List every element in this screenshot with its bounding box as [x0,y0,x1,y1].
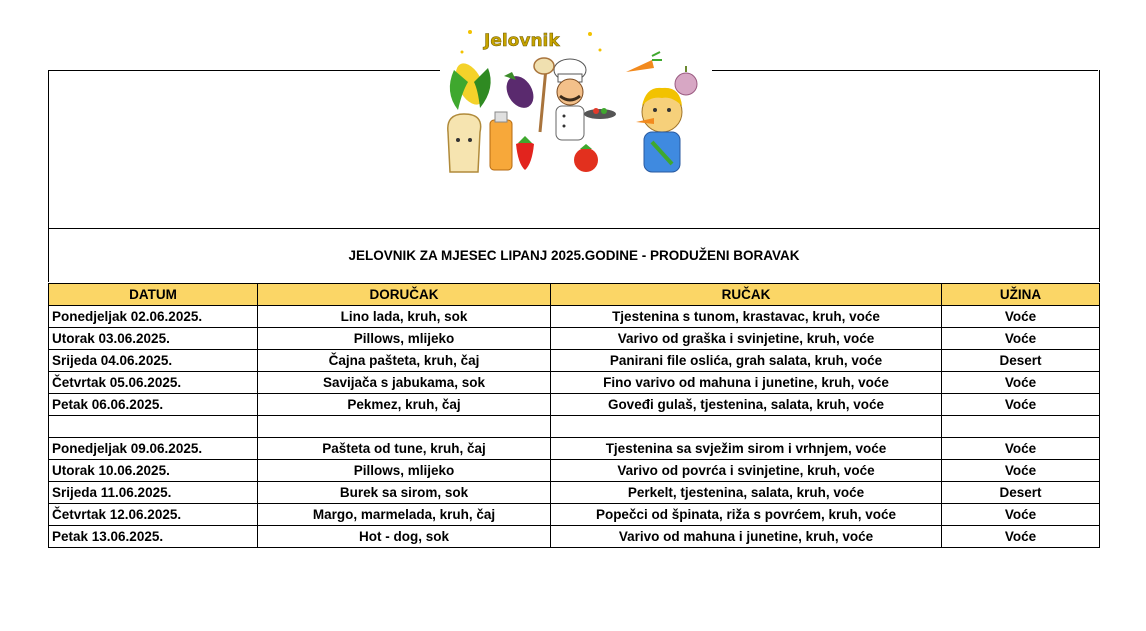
table-cell-datum: Srijeda 11.06.2025. [49,482,258,504]
column-header-datum: DATUM [49,284,258,306]
table-cell-dorucak: Pillows, mlijeko [258,328,551,350]
table-cell-dorucak: Margo, marmelada, kruh, čaj [258,504,551,526]
menu-table [48,283,1100,548]
table-row [49,416,1100,438]
table-cell-rucak: Panirani file oslića, grah salata, kruh, voće [551,350,942,372]
table-cell-rucak: Perkelt, tjestenina, salata, kruh, voće [551,482,942,504]
logo-title: Jelovnik [484,31,560,51]
table-cell-dorucak: Pillows, mlijeko [258,460,551,482]
table-cell-rucak: Varivo od povrća i svinjetine, kruh, voće [551,460,942,482]
table-row [49,350,1100,372]
column-header-dorucak: DORUČAK [258,284,551,306]
table-cell-dorucak [258,416,551,438]
table-cell-uzina: Voće [942,438,1100,460]
table-cell-rucak: Goveđi gulaš, tjestenina, salata, kruh, voće [551,394,942,416]
tomato-icon [574,144,598,172]
column-header-uzina: UŽINA [942,284,1100,306]
table-cell-uzina: Voće [942,526,1100,548]
bread-icon [448,114,481,172]
table-cell-rucak: Tjestenina s tunom, krastavac, kruh, voće [551,306,942,328]
table-cell-uzina: Voće [942,328,1100,350]
table-cell-datum: Ponedjeljak 09.06.2025. [49,438,258,460]
table-cell-rucak: Popečci od špinata, riža s povrćem, kruh, voće [551,504,942,526]
table-cell-datum [49,416,258,438]
table-cell-uzina: Voće [942,460,1100,482]
table-cell-dorucak: Pekmez, kruh, čaj [258,394,551,416]
table-header-row [49,284,1100,306]
table-cell-uzina: Voće [942,394,1100,416]
table-cell-rucak: Tjestenina sa svježim sirom i vrhnjem, voće [551,438,942,460]
table-cell-datum: Četvrtak 12.06.2025. [49,504,258,526]
table-row [49,328,1100,350]
table-row [49,438,1100,460]
table-row [49,394,1100,416]
chef-icon [534,58,616,140]
carrot-icon [626,52,662,72]
table-cell-uzina: Voće [942,504,1100,526]
boy-icon [636,88,682,172]
table-cell-datum: Petak 06.06.2025. [49,394,258,416]
table-cell-rucak [551,416,942,438]
table-cell-rucak: Varivo od graška i svinjetine, kruh, voće [551,328,942,350]
table-cell-datum: Srijeda 04.06.2025. [49,350,258,372]
table-row [49,526,1100,548]
table-cell-datum: Četvrtak 05.06.2025. [49,372,258,394]
table-row [49,504,1100,526]
onion-icon [675,66,697,95]
table-cell-rucak: Varivo od mahuna i junetine, kruh, voće [551,526,942,548]
strawberry-icon [516,136,534,170]
table-row [49,482,1100,504]
table-cell-datum: Ponedjeljak 02.06.2025. [49,306,258,328]
corn-icon [450,59,491,110]
menu-table-body [49,306,1100,548]
table-cell-datum: Petak 13.06.2025. [49,526,258,548]
table-cell-dorucak: Lino lada, kruh, sok [258,306,551,328]
table-cell-uzina: Desert [942,350,1100,372]
table-cell-uzina: Voće [942,372,1100,394]
table-cell-datum: Utorak 03.06.2025. [49,328,258,350]
juice-bottle-icon [490,112,512,170]
table-cell-uzina [942,416,1100,438]
table-cell-dorucak: Burek sa sirom, sok [258,482,551,504]
eggplant-icon [501,71,539,112]
table-row [49,306,1100,328]
column-header-rucak: RUČAK [551,284,942,306]
table-row [49,372,1100,394]
table-cell-uzina: Desert [942,482,1100,504]
table-row [49,460,1100,482]
table-cell-dorucak: Hot - dog, sok [258,526,551,548]
table-cell-rucak: Fino varivo od mahuna i junetine, kruh, voće [551,372,942,394]
table-cell-dorucak: Čajna pašteta, kruh, čaj [258,350,551,372]
table-cell-uzina: Voće [942,306,1100,328]
table-cell-dorucak: Pašteta od tune, kruh, čaj [258,438,551,460]
jelovnik-logo-illustration [440,22,712,182]
menu-title: JELOVNIK ZA MJESEC LIPANJ 2025.GODINE - PRODUŽENI BORAVAK [48,228,1100,282]
table-cell-dorucak: Savijača s jabukama, sok [258,372,551,394]
table-cell-datum: Utorak 10.06.2025. [49,460,258,482]
